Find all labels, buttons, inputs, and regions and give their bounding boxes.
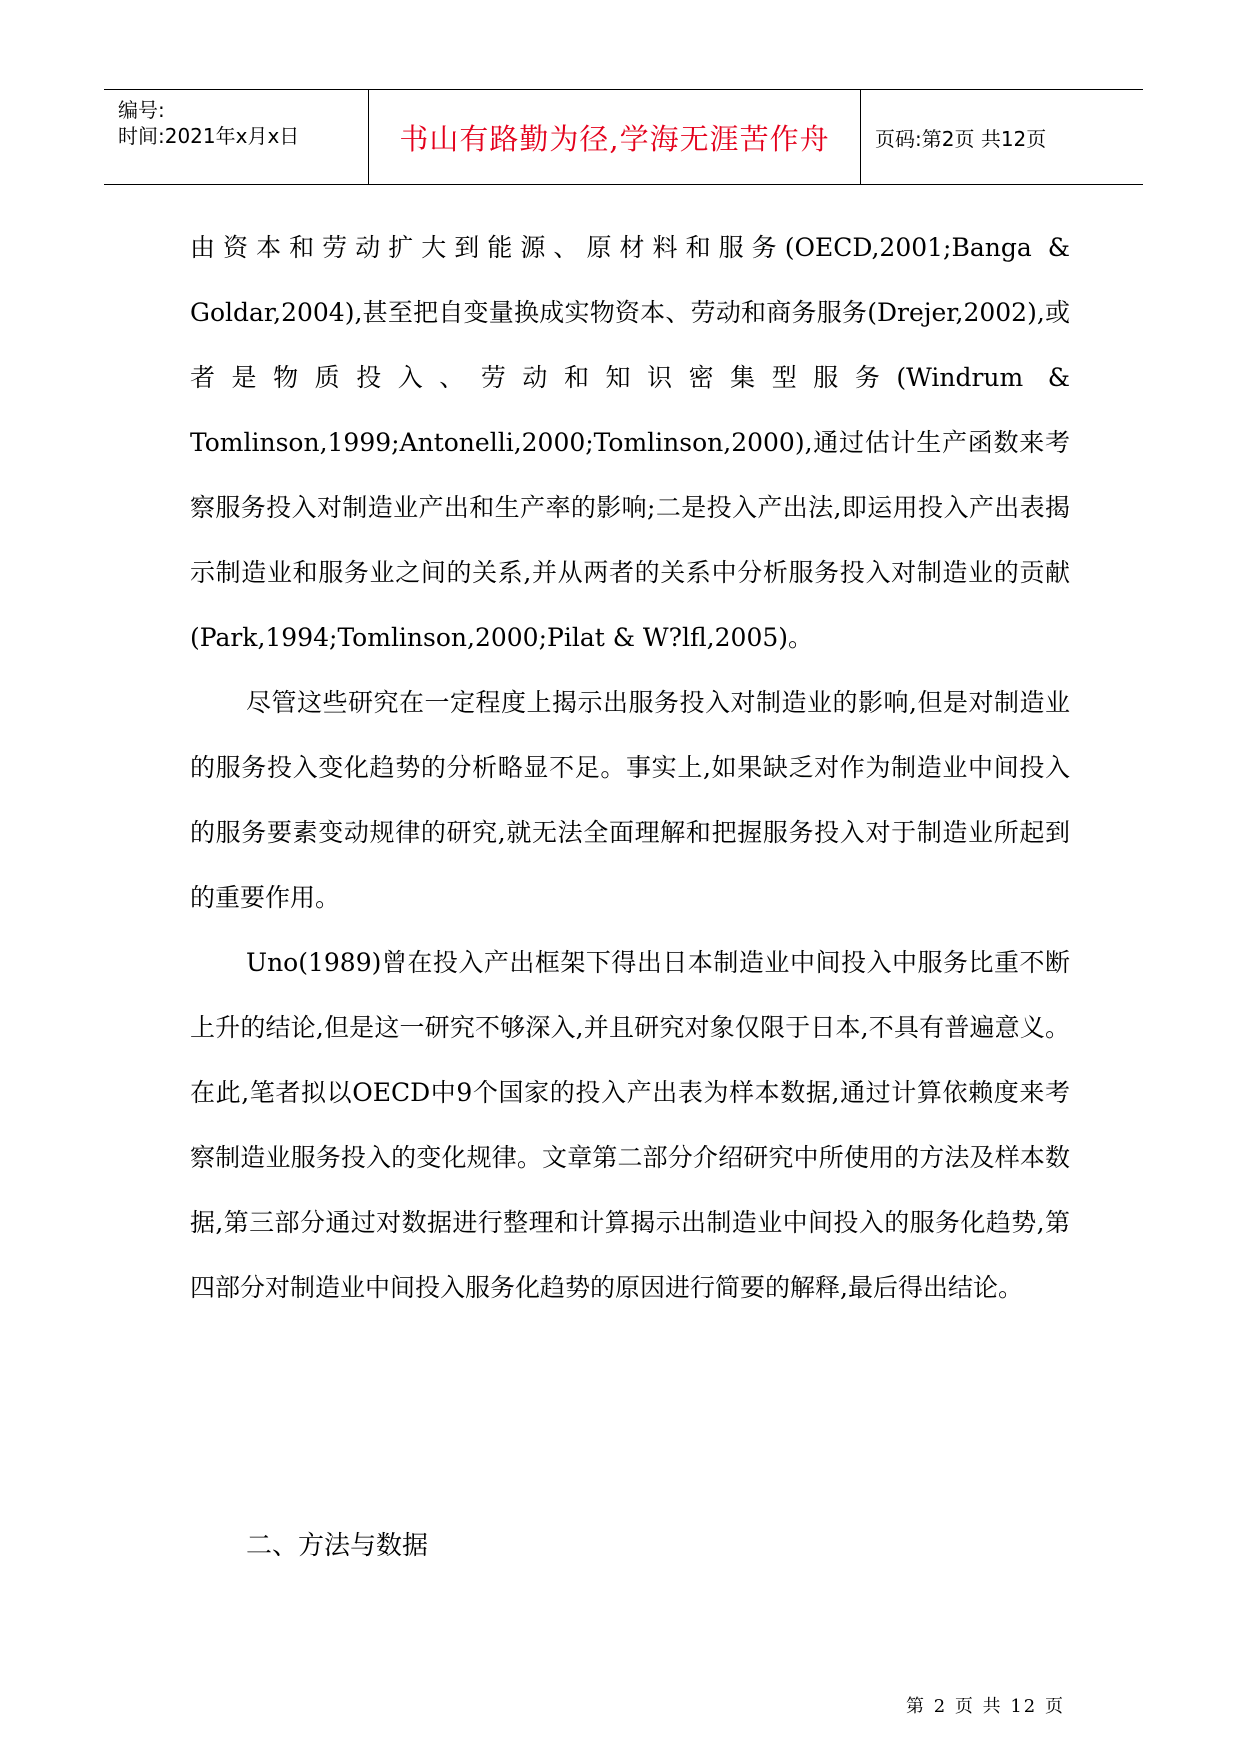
page-footer: 第 2 页 共 12 页: [906, 1696, 1065, 1717]
header-motto-cell: [369, 90, 861, 184]
paragraph-1: 由资本和劳动扩大到能源、原材料和服务(OECD,2001;Banga & Goldar,2004),甚至把自变量换成实物资本、劳动和商务服务(Drejer,2002),或者是物质投入、劳动和知识密集型服务(Windrum & Tomlinson,1999;Antonelli,2000;Tomlinson,2000),通过估计生产函数来考察服务投入对制造业产出和生产率的影响;二是投入产出法,即运用投入产出表揭示制造业和服务业之间的关系,并从两者的关系中分析服务投入对制造业的贡献(Park,1994;Tomlinson,2000;Pilat & W?lfl,2005)。: [190, 233, 1070, 652]
document-time-label: 时间:2021年x月x日: [118, 124, 300, 148]
header-left-cell: [104, 90, 369, 184]
header-page-info: 页码:第2页 共12页: [875, 126, 1047, 151]
body-text: [190, 215, 1070, 1320]
paragraph-2: 尽管这些研究在一定程度上揭示出服务投入对制造业的影响,但是对制造业的服务投入变化趋势的分析略显不足。事实上,如果缺乏对作为制造业中间投入的服务要素变动规律的研究,就无法全面理解和把握服务投入对于制造业所起到的重要作用。: [190, 688, 1070, 912]
header-motto: 书山有路勤为径,学海无涯苦作舟: [399, 121, 830, 156]
section-heading: 二、方法与数据: [246, 1531, 429, 1561]
paragraph-3: Uno(1989)曾在投入产出框架下得出日本制造业中间投入中服务比重不断上升的结论,但是这一研究不够深入,并且研究对象仅限于日本,不具有普遍意义。在此,笔者拟以OECD中9个国家的投入产出表为样本数据,通过计算依赖度来考察制造业服务投入的变化规律。文章第二部分介绍研究中所使用的方法及样本数据,第三部分通过对数据进行整理和计算揭示出制造业中间投入的服务化趋势,第四部分对制造业中间投入服务化趋势的原因进行简要的解释,最后得出结论。: [190, 948, 1070, 1302]
header-page-cell: [861, 90, 1143, 184]
page-header: [104, 89, 1143, 185]
document-number-label: 编号:: [118, 98, 165, 122]
